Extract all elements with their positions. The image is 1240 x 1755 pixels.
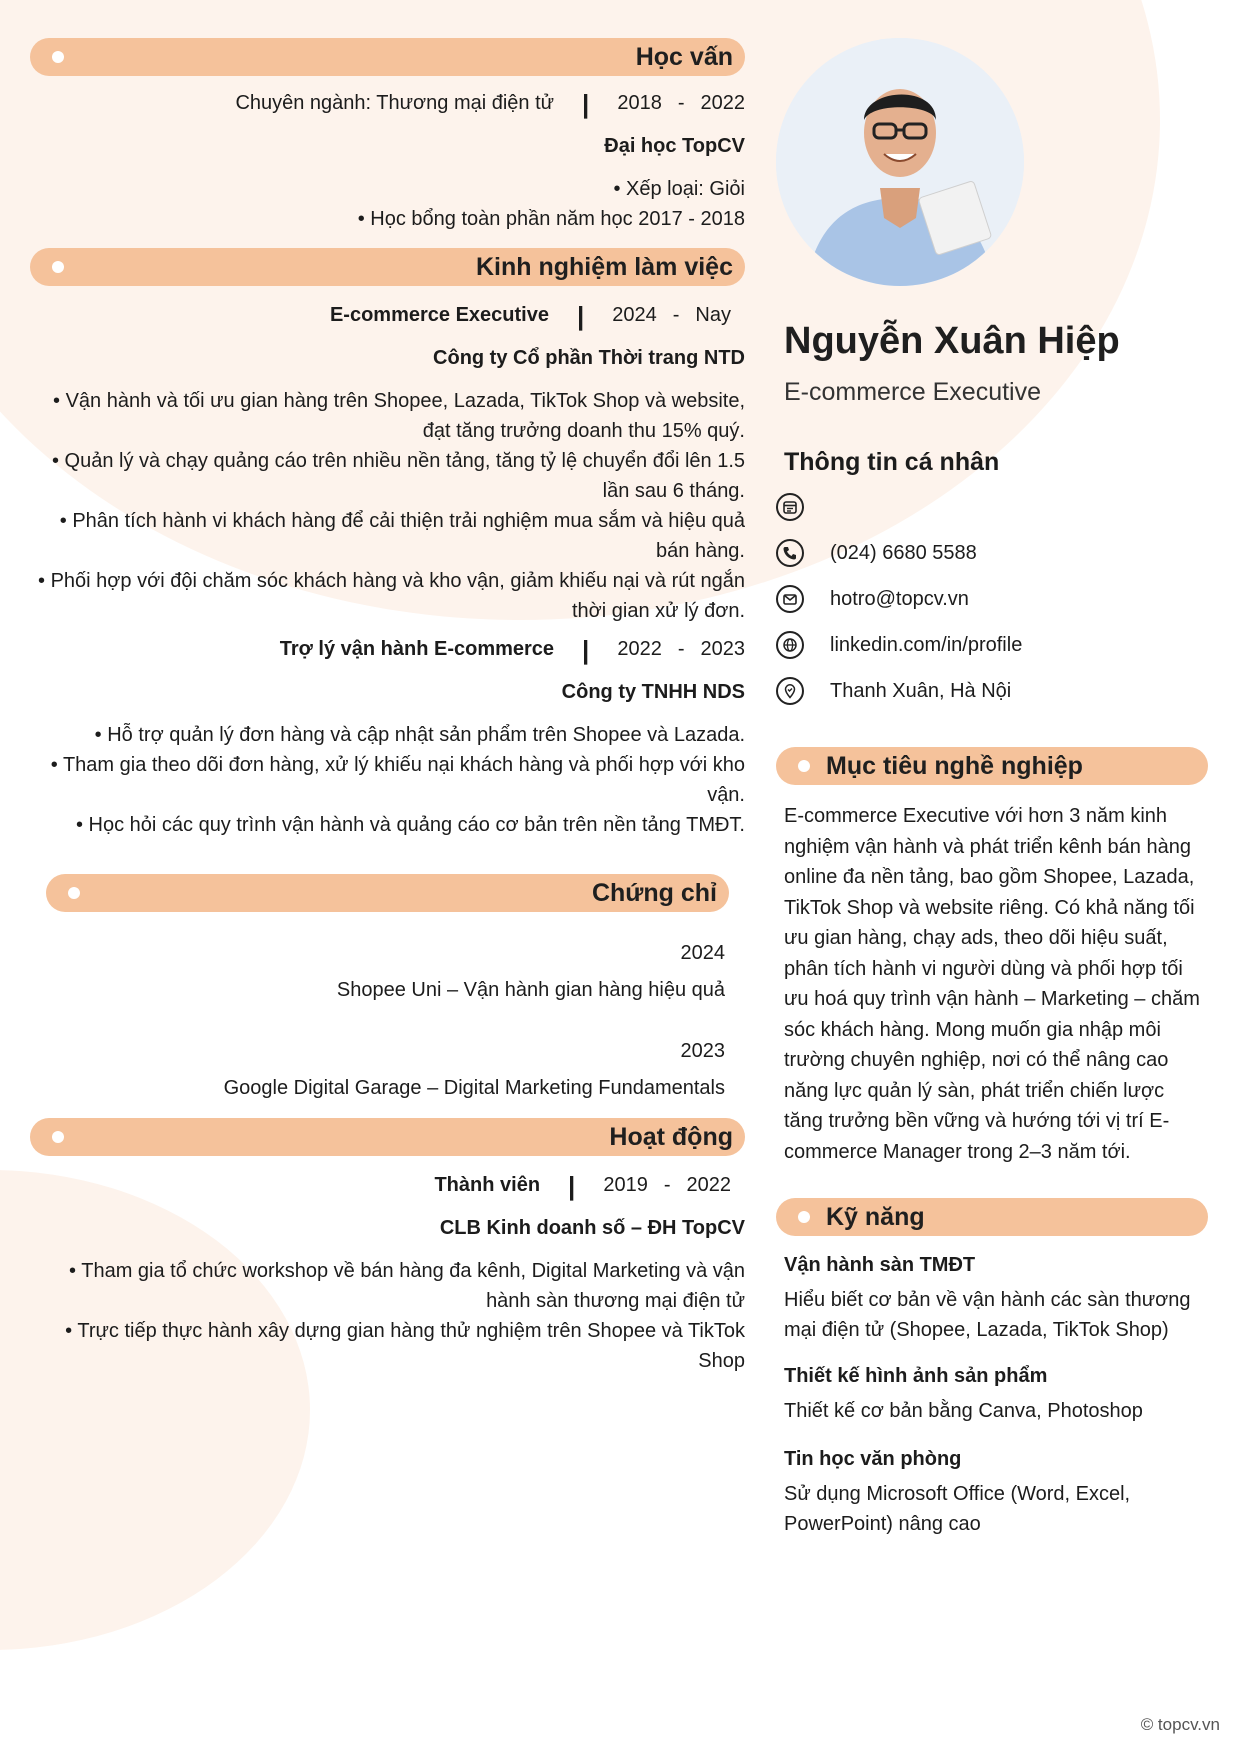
activities-end: 2022: [686, 1174, 731, 1196]
objective-text: E-commerce Executive với hơn 3 năm kinh nghiệm vận hành và phát triển kênh bán hàng online đa nền tảng, bao gồm Shopee, Lazada, TikTok Shop và website riêng. Có khả năng tối ưu gian hàng, chạy ads, theo dõi hiệu suất, phân tích hành vi người dùng và phối hợp tối ưu hoá quy trình vận hành – Marketing – chăm sóc khách hàng. Mong muốn gia nhập môi trường chuyên nghiệp, nơi có thể nâng cao năng lực quản lý sàn, phát triển chiến lược tăng trưởng bền vững và hướng tới vị trí E-commerce Manager trong 2–3 năm tới.: [784, 805, 1200, 1163]
objective-section: [776, 747, 1208, 1167]
list-item: • Quản lý và chạy quảng cáo trên nhiều nền tảng, tăng tỷ lệ chuyển đổi lên 1.5 lần sau 6 tháng.: [30, 446, 745, 506]
skill-item: [784, 1254, 1200, 1345]
list-item: • Xếp loại: Giỏi: [30, 174, 745, 204]
education-meta: [30, 88, 745, 119]
job-2-bullets: [30, 720, 745, 840]
list-item: • Vận hành và tối ưu gian hàng trên Shopee, Lazada, TikTok Shop và website, đạt tăng trưởng doanh thu 15% quý.: [30, 386, 745, 446]
education-end: 2022: [700, 92, 745, 114]
certificates-title: Chứng chỉ: [591, 878, 717, 907]
skill-item: [784, 1448, 1200, 1539]
activities-org: CLB Kinh doanh số – ĐH TopCV: [439, 1217, 745, 1239]
skills-title: Kỹ năng: [826, 1202, 925, 1231]
bullet-dot: [52, 261, 64, 273]
separator: |: [582, 634, 590, 665]
contact-address: [776, 668, 1196, 714]
separator: |: [576, 300, 585, 331]
skills-section: [776, 1198, 1208, 1539]
job-1-bullets: [30, 386, 745, 626]
profile-name: Nguyễn Xuân Hiệp: [784, 320, 1120, 362]
certificates-header: [46, 874, 729, 912]
activities-header: [30, 1118, 745, 1156]
job-1-start: 2024: [612, 304, 657, 326]
skill-name: Vận hành sàn TMĐT: [784, 1254, 976, 1276]
certificate-1-year: 2024: [680, 942, 725, 964]
education-bullets: [30, 174, 745, 234]
phone-text[interactable]: (024) 6680 5588: [830, 541, 977, 564]
dash: -: [672, 304, 680, 326]
education-header: [30, 38, 745, 76]
profile-photo: [776, 38, 1024, 286]
email-text[interactable]: hotro@topcv.vn: [830, 587, 969, 610]
certificate-2-year: 2023: [680, 1040, 725, 1062]
skill-desc: Thiết kế cơ bản bằng Canva, Photoshop: [784, 1400, 1143, 1422]
job-1-role: E-commerce Executive: [329, 304, 549, 326]
certificate-1-name: Shopee Uni – Vận hành gian hàng hiệu quả: [336, 979, 725, 1001]
dash: -: [677, 638, 685, 660]
objective-title: Mục tiêu nghề nghiệp: [826, 751, 1083, 780]
list-item: • Hỗ trợ quản lý đơn hàng và cập nhật sản phẩm trên Shopee và Lazada.: [30, 720, 745, 750]
profile-photo-illustration: [776, 38, 1024, 286]
experience-header: [30, 248, 745, 286]
dash: -: [663, 1174, 671, 1196]
footer-brand: © topcv.vn: [1140, 1715, 1220, 1734]
location-icon: [776, 677, 804, 705]
personal-info-title: Thông tin cá nhân: [784, 448, 1000, 476]
skill-desc: Sử dụng Microsoft Office (Word, Excel, PowerPoint) nâng cao: [784, 1483, 1131, 1535]
education-start: 2018: [617, 92, 662, 114]
contact-birthday: [776, 484, 1196, 530]
activities-bullets: [30, 1256, 745, 1376]
education-school: Đại học TopCV: [604, 135, 745, 157]
calendar-icon: [776, 493, 804, 521]
activities-title: Hoạt động: [609, 1122, 733, 1151]
list-item: • Học bổng toàn phần năm học 2017 - 2018: [30, 204, 745, 234]
contact-list: [776, 484, 1196, 714]
contact-phone: [776, 530, 1196, 576]
list-item: • Phân tích hành vi khách hàng để cải thiện trải nghiệm mua sắm và hiệu quả bán hàng.: [30, 506, 745, 566]
contact-website: [776, 622, 1196, 668]
globe-icon: [776, 631, 804, 659]
education-major: Chuyên ngành: Thương mại điện tử: [235, 92, 555, 114]
list-item: • Phối hợp với đội chăm sóc khách hàng và kho vận, giảm khiếu nại và rút ngắn thời gian xử lý đơn.: [30, 566, 745, 626]
skill-name: Tin học văn phòng: [784, 1448, 962, 1470]
activities-role: Thành viên: [434, 1174, 541, 1196]
skill-desc: Hiểu biết cơ bản về vận hành các sàn thương mại điện tử (Shopee, Lazada, TikTok Shop): [784, 1289, 1191, 1341]
separator: |: [568, 1170, 576, 1201]
bullet-dot: [798, 1211, 810, 1223]
bullet-dot: [798, 760, 810, 772]
certificate-2-name: Google Digital Garage – Digital Marketing Fundamentals: [223, 1077, 725, 1099]
job-1-meta: [30, 300, 745, 331]
skill-item: [784, 1365, 1200, 1426]
experience-title: Kinh nghiệm làm việc: [475, 252, 733, 281]
job-1-company: Công ty Cổ phần Thời trang NTD: [433, 347, 745, 369]
left-column: [30, 38, 745, 1376]
bullet-dot: [52, 51, 64, 63]
job-2-role: Trợ lý vận hành E-commerce: [279, 638, 555, 660]
objective-header: [776, 747, 1208, 785]
bullet-dot: [68, 887, 80, 899]
phone-icon: [776, 539, 804, 567]
profile-position: E-commerce Executive: [784, 378, 1042, 406]
address-text: Thanh Xuân, Hà Nội: [830, 679, 1012, 702]
activities-meta: [30, 1170, 745, 1201]
list-item: • Trực tiếp thực hành xây dựng gian hàng thử nghiệm trên Shopee và TikTok Shop: [30, 1316, 745, 1376]
email-icon: [776, 585, 804, 613]
job-1-end: Nay: [695, 304, 731, 326]
list-item: • Tham gia theo dõi đơn hàng, xử lý khiếu nại khách hàng và phối hợp với kho vận.: [30, 750, 745, 810]
dash: -: [677, 92, 685, 114]
job-2-end: 2023: [700, 638, 745, 660]
job-2-company: Công ty TNHH NDS: [561, 681, 745, 703]
separator: |: [582, 88, 590, 119]
contact-email: [776, 576, 1196, 622]
skills-header: [776, 1198, 1208, 1236]
list-item: • Học hỏi các quy trình vận hành và quảng cáo cơ bản trên nền tảng TMĐT.: [30, 810, 745, 840]
list-item: • Tham gia tổ chức workshop về bán hàng đa kênh, Digital Marketing và vận hành sàn thương mại điện tử: [30, 1256, 745, 1316]
education-title: Học vấn: [635, 42, 733, 71]
activities-start: 2019: [603, 1174, 648, 1196]
job-2-meta: [30, 634, 745, 665]
website-text[interactable]: linkedin.com/in/profile: [830, 633, 1023, 656]
skill-name: Thiết kế hình ảnh sản phẩm: [784, 1365, 1048, 1387]
bullet-dot: [52, 1131, 64, 1143]
job-2-start: 2022: [617, 638, 662, 660]
